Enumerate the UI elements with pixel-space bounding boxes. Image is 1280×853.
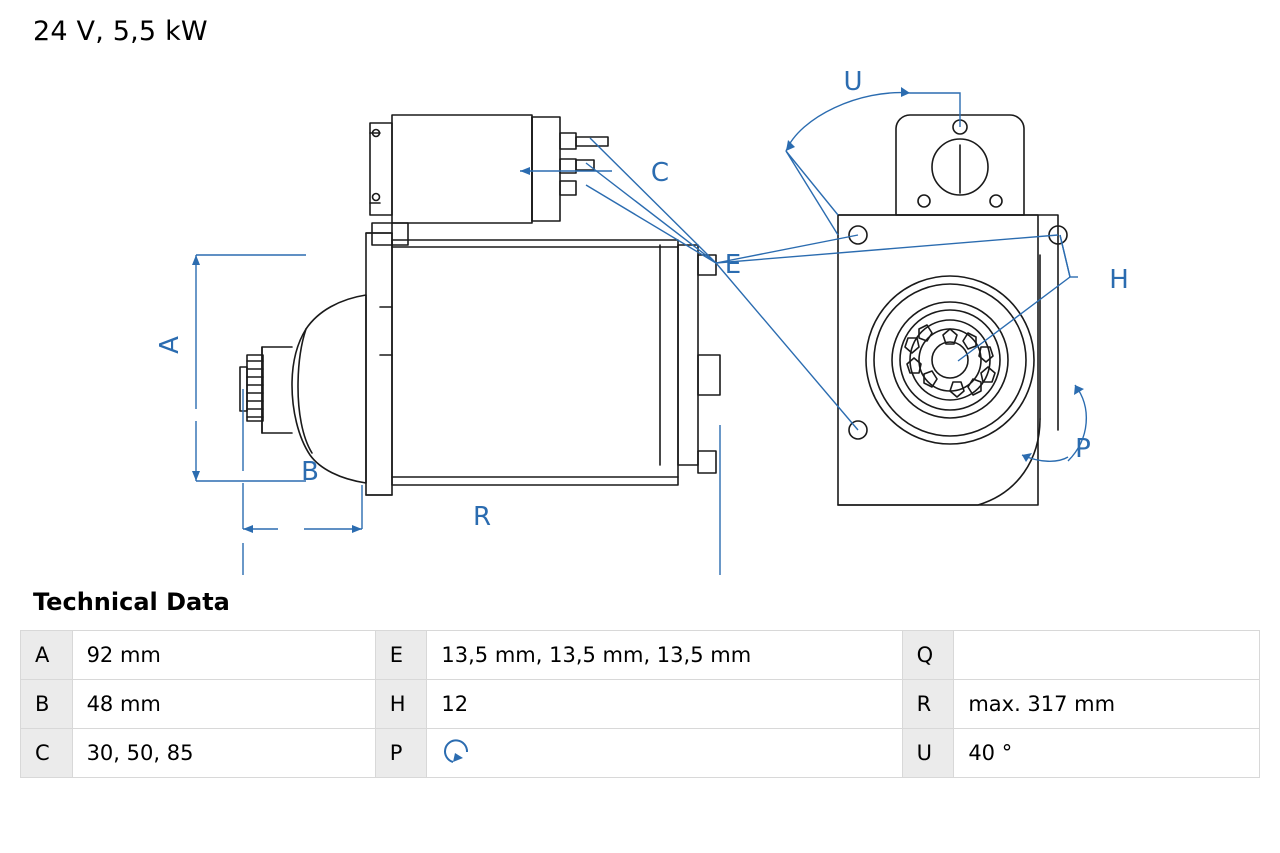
tech-value: 12 bbox=[427, 680, 902, 729]
table-row bbox=[21, 729, 1260, 778]
tech-key: E bbox=[375, 631, 427, 680]
tech-value: 48 mm bbox=[72, 680, 375, 729]
tech-value: 13,5 mm, 13,5 mm, 13,5 mm bbox=[427, 631, 902, 680]
tech-value: max. 317 mm bbox=[954, 680, 1260, 729]
rotation-direction-icon bbox=[441, 736, 475, 771]
tech-key: Q bbox=[902, 631, 954, 680]
tech-key: R bbox=[902, 680, 954, 729]
tech-value: 30, 50, 85 bbox=[72, 729, 375, 778]
dimension-label-e: E bbox=[724, 250, 742, 280]
tech-key: P bbox=[375, 729, 427, 778]
page-title: 24 V, 5,5 kW bbox=[33, 16, 208, 47]
technical-data-table bbox=[20, 630, 1260, 778]
dimension-label-b: B bbox=[301, 457, 319, 487]
tech-value: 92 mm bbox=[72, 631, 375, 680]
dimension-label-a: A bbox=[155, 336, 185, 354]
tech-value: 40 ° bbox=[954, 729, 1260, 778]
tech-key: B bbox=[21, 680, 73, 729]
starter-motor-technical-drawing bbox=[0, 55, 1280, 575]
dimension-label-u: U bbox=[843, 67, 863, 97]
dimension-label-p: P bbox=[1075, 434, 1091, 464]
table-row bbox=[21, 631, 1260, 680]
dimension-label-r: R bbox=[472, 502, 492, 532]
technical-data-heading: Technical Data bbox=[33, 588, 230, 616]
tech-key: H bbox=[375, 680, 427, 729]
tech-key: A bbox=[21, 631, 73, 680]
dimension-label-h: H bbox=[1109, 265, 1129, 295]
tech-key: U bbox=[902, 729, 954, 778]
tech-value-rotation bbox=[427, 729, 902, 778]
tech-value bbox=[954, 631, 1260, 680]
dimension-label-c: C bbox=[650, 158, 670, 188]
table-row bbox=[21, 680, 1260, 729]
tech-key: C bbox=[21, 729, 73, 778]
